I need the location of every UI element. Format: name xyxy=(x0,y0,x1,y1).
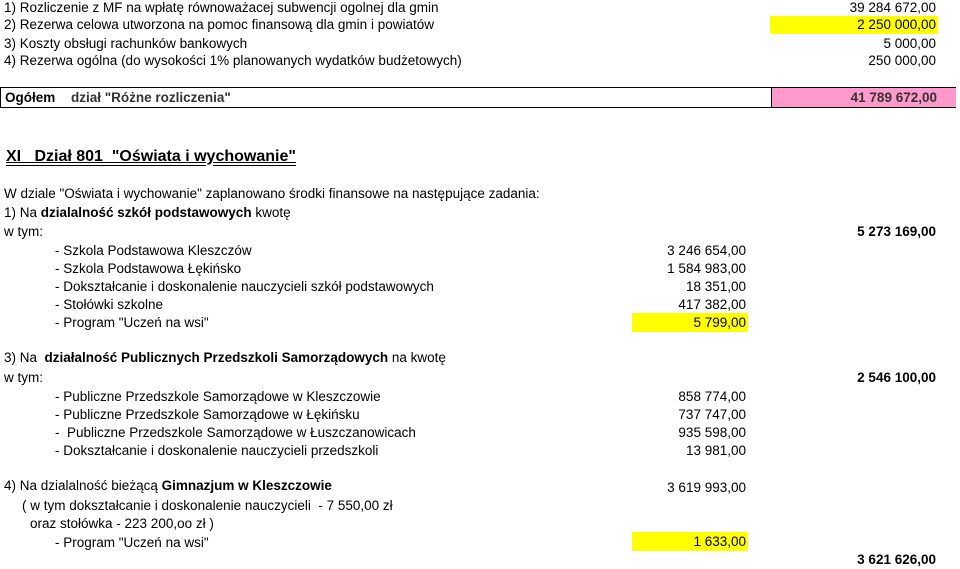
list-item-value: 935 598,00 xyxy=(678,425,746,440)
item-4-bold: Gimnazjum w Kleszczowie xyxy=(161,478,332,493)
list-item-label: - Dokształcanie i doskonalenie nauczycieli przedszkoli xyxy=(55,443,379,458)
list-item-label: - Program "Uczeń na wsi" xyxy=(55,315,209,330)
list-item-label: - Szkola Podstawowa Kleszczów xyxy=(55,243,252,258)
item-4-program-value: 1 633,00 xyxy=(632,532,748,551)
list-item-value: 250 000,00 xyxy=(868,53,936,68)
list-item-value: 858 774,00 xyxy=(678,389,746,404)
list-item-value: 39 284 672,00 xyxy=(849,0,936,15)
list-item-label: - Szkola Podstawowa Łękińsko xyxy=(55,261,242,276)
wtym-total: 2 546 100,00 xyxy=(857,370,936,385)
list-item-value: 737 747,00 xyxy=(678,407,746,422)
item-3-bold: działalność Publicznych Przedszkoli Samorządowych xyxy=(44,350,389,365)
item-1-suffix: kwotę xyxy=(251,205,291,220)
wtym-label: w tym: xyxy=(4,370,43,385)
list-item-label: 3) Koszty obsługi rachunków bankowych xyxy=(4,36,248,51)
list-item-label: 2) Rezerwa celowa utworzona na pomoc finansową dla gmin i powiatów xyxy=(4,17,434,32)
item-4-prefix: 4) Na dzialalność bieżącą xyxy=(4,478,162,493)
list-item-label: - Stołówki szkolne xyxy=(55,297,164,312)
total-value: 41 789 672,00 xyxy=(850,90,937,105)
section-intro: W dziale "Oświata i wychowanie" zaplanowano środki finansowe na następujące zadania: xyxy=(4,186,540,201)
list-item-label: - Dokształcanie i doskonalenie nauczycieli szkół podstawowych xyxy=(55,279,434,294)
section-heading: XI Dział 801 "Oświata i wychowanie" xyxy=(6,148,296,165)
item-3-line xyxy=(4,350,446,365)
total-prefix: Ogółem xyxy=(5,90,56,105)
item-1-prefix: 1) Na xyxy=(4,205,41,220)
item-4-total: 3 621 626,00 xyxy=(857,552,936,567)
total-label: dział "Różne rozliczenia" xyxy=(71,90,231,105)
list-item-label: 1) Rozliczenie z MF na wpłatę równoważacej subwencji ogolnej dla gmin xyxy=(4,0,439,15)
item-4-note: ( w tym dokształcanie i doskonalenie nauczycieli - 7 550,00 zł xyxy=(22,498,393,513)
item-3-suffix: na kwotę xyxy=(388,350,446,365)
item-3-prefix: 3) Na xyxy=(4,350,45,365)
item-4-note: oraz stołówka - 223 200,oo zł ) xyxy=(30,516,214,531)
list-item-value: 18 351,00 xyxy=(685,279,746,294)
list-item-value: 1 584 983,00 xyxy=(667,261,746,276)
item-4-value: 3 619 993,00 xyxy=(667,480,746,495)
total-row xyxy=(0,87,956,108)
item-1-bold: dzialalność szkół podstawowych xyxy=(40,205,252,220)
list-item-label: - Publiczne Przedszkole Samorządowe w Kleszczowie xyxy=(55,389,381,404)
list-item-value: 5 000,00 xyxy=(883,36,936,51)
list-item-label: 4) Rezerwa ogólna (do wysokości 1% planowanych wydatków budżetowych) xyxy=(4,53,462,68)
wtym-label: w tym: xyxy=(4,224,43,239)
wtym-total: 5 273 169,00 xyxy=(857,224,936,239)
list-item-label: - Publiczne Przedszkole Samorządowe w Łuszczanowicach xyxy=(55,425,416,440)
item-1-line xyxy=(4,205,291,220)
list-item-label: - Publiczne Przedszkole Samorządowe w Łękińsku xyxy=(55,407,360,422)
list-item-value: 13 981,00 xyxy=(685,443,746,458)
list-item-value-highlighted: 5 799,00 xyxy=(632,313,748,332)
item-4-line xyxy=(4,478,332,493)
list-item-value: 417 382,00 xyxy=(678,297,746,312)
item-4-program-label: - Program "Uczeń na wsi" xyxy=(55,535,209,550)
list-item-value: 3 246 654,00 xyxy=(667,243,746,258)
list-item-value-highlighted: 2 250 000,00 xyxy=(770,16,938,34)
